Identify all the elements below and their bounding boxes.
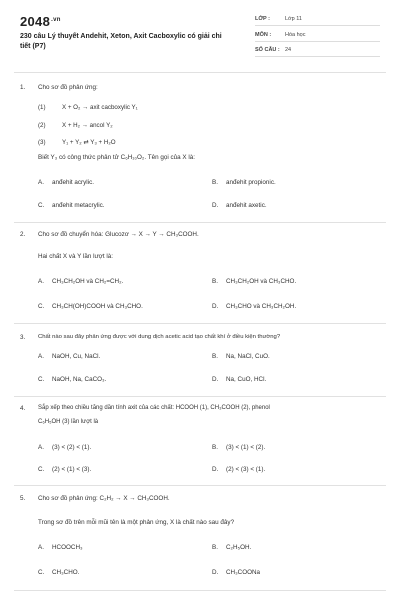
question-number: 2.: [20, 231, 26, 238]
question-note: Biết Y₃ có công thức phân tử C₆H₁₀O₂. Tên gọi của X là:: [38, 154, 195, 161]
question-stem: Sắp xếp theo chiều tăng dần tính axit của các chất: HCOOH (1), CH₃COOH (2), phenol: [38, 405, 270, 411]
question-stem: Chất nào sau đây phản ứng được với dung dịch acetic acid tạo chất khí ở điều kiện thường?: [38, 334, 281, 340]
option-a[interactable]: A. HCOOCH₃: [38, 544, 83, 551]
option-d[interactable]: D. CH₃COONa: [212, 569, 261, 576]
option-b[interactable]: B. anđehit propionic.: [212, 179, 276, 186]
option-b[interactable]: B. (3) < (1) < (2).: [212, 444, 266, 451]
divider: [14, 72, 386, 73]
divider: [14, 323, 386, 324]
question-stem: Cho sơ đồ chuyển hóa: Glucozơ → X → Y → CH₃COOH.: [38, 231, 199, 238]
option-c[interactable]: C. CH₃CHO.: [38, 569, 80, 576]
option-b[interactable]: B. C₂H₅OH.: [212, 544, 252, 551]
reaction-id: (1): [38, 104, 46, 111]
option-a[interactable]: A. NaOH, Cu, NaCl.: [38, 353, 101, 360]
option-d[interactable]: D. (2) < (3) < (1).: [212, 466, 266, 473]
meta-subject: MÔN : Hóa học: [255, 32, 306, 38]
question-note: Hai chất X và Y lần lượt là:: [38, 253, 113, 260]
divider: [14, 222, 386, 223]
option-d[interactable]: D. CH₃CHO và CH₃CH₂OH.: [212, 303, 297, 310]
question-number: 5.: [20, 495, 26, 502]
option-c[interactable]: C. CH₃CH(OH)COOH và CH₃CHO.: [38, 303, 143, 310]
page-title: 230 câu Lý thuyết Andehit, Xeton, Axit Cacboxylic có giải chi tiết (P7): [20, 33, 222, 50]
meta-grade: LỚP : Lớp 11: [255, 16, 302, 22]
divider: [14, 396, 386, 397]
reaction-text: X + H₂ → ancol Y₂: [62, 122, 113, 129]
reaction-id: (2): [38, 122, 46, 129]
option-b[interactable]: B. CH₃CH₂OH và CH₃CHO.: [212, 278, 297, 285]
option-a[interactable]: A. (3) < (2) < (1).: [38, 444, 92, 451]
option-d[interactable]: D. Na, CuO, HCl.: [212, 376, 267, 383]
option-c[interactable]: C. NaOH, Na, CaCO₃.: [38, 376, 107, 383]
site-logo[interactable]: $2048^{.vn}$: [20, 14, 61, 29]
option-d[interactable]: D. anđehit axetic.: [212, 202, 267, 209]
option-b[interactable]: B. Na, NaCl, CuO.: [212, 353, 270, 360]
divider: [14, 590, 386, 591]
reaction-text: Y₁ + Y₂ ⇄ Y₃ + H₂O: [62, 139, 116, 146]
question-stem: Cho sơ đồ phản ứng:: [38, 84, 98, 91]
divider: [14, 485, 386, 486]
question-stem: Cho sơ đồ phản ứng: C₂H₂ → X → CH₃COOH.: [38, 495, 170, 502]
option-a[interactable]: A. CH₃CH₂OH và CH₂=CH₂.: [38, 278, 124, 285]
question-number: 4.: [20, 405, 26, 412]
reaction-text: X + O₂ → axit cacboxylic Y₁: [62, 104, 138, 111]
meta-question-count: SỐ CÂU : 24: [255, 47, 291, 53]
question-number: 3.: [20, 334, 26, 341]
option-a[interactable]: A. anđehit acrylic.: [38, 179, 94, 186]
option-c[interactable]: C. anđehit metacrylic.: [38, 202, 105, 209]
question-note: Trong sơ đồ trên mỗi mũi tên là một phản ứng, X là chất nào sau đây?: [38, 519, 235, 526]
reaction-id: (3): [38, 139, 46, 146]
question-stem-continued: C₆H₅OH (3) lần lượt là: [38, 419, 99, 425]
option-c[interactable]: C. (2) < (1) < (3).: [38, 466, 92, 473]
question-number: 1.: [20, 84, 26, 91]
